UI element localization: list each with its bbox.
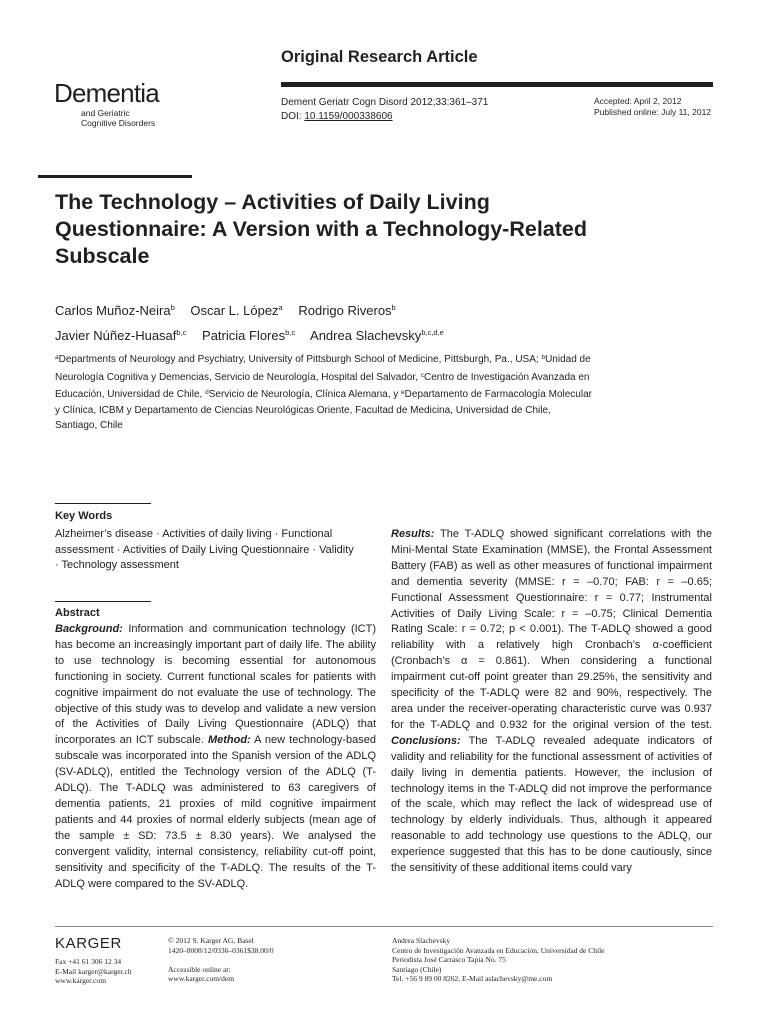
author: Carlos Muñoz-Neira$^b$ <box>55 303 175 318</box>
affiliation: Departments of Neurology and Psychiatry, University of Pittsburgh School of Medicine, Pittsburgh, Pa., USA; <box>58 354 542 365</box>
abstract-column-left <box>55 622 376 892</box>
keywords-heading: Key Words <box>55 510 113 522</box>
conclusions-text: The T-ADLQ revealed adequate indicators of validity and reliability for the functional assessment of activities of daily living in dementia patients. However, the inclusion of technology items in the T-ADLQ did not improve the performance of the scale, which may reflect the lack of widespread use of technology by elderly individuals. Thus, although it appeared reasonable to add technology use questions to the ADLQ, our experience suggested that this has to be done cautiously, since the sensitivity of these additional items could vary <box>391 734 712 875</box>
doi-label: DOI: <box>281 111 305 122</box>
abstract-heading: Abstract <box>55 607 100 619</box>
affiliation: Servicio de Neurología, Clínica Alemana, y <box>208 389 402 400</box>
citation: Dement Geriatr Cogn Disord 2012;33:361–371 <box>281 97 489 108</box>
keywords-text: Alzheimer’s disease · Activities of daily living · Functional assessment · Activities of Daily Living Questionnaire · Validity · Technology assessment <box>55 528 354 571</box>
publisher-contact: Fax +41 61 306 12 34 E-Mail karger@karger.ch www.karger.com <box>55 957 132 986</box>
keywords-rule <box>55 503 151 504</box>
author: Andrea Slachevsky$^{b,c,d,e}$ <box>310 328 444 343</box>
method-label: Method: <box>207 734 251 747</box>
online-url[interactable]: www.karger.com/dem <box>168 974 235 984</box>
doi-line <box>281 110 488 124</box>
background-text: Information and communication technology (ICT) has become an increasingly important part of daily life. The ability to use technology is becoming essential for autonomous functioning in society. Current functional scales for patients with cognitive impairment do not evaluate the use of technology. The objective of this study was to develop and validate a new version of the Activities of Daily Living Questionnaire (ADLQ) that incorporates an ICT subscale. <box>55 623 376 747</box>
abstract-column-right <box>391 527 712 877</box>
journal-subtitle-2: Cognitive Disorders <box>81 118 156 128</box>
results-text: The T-ADLQ showed significant correlations with the Mini-Mental State Examination (MMSE), the Frontal Assessment Battery (FAB) as well as other measures of functional impairment and dementia severity (MMSE: r = –0.70; FAB: r = –0.65; Functional Assessment Questionnaire: r = 0.77; Instrumental Activities of Daily Living Scale: r = –0.75; Clinical Dementia Rating Scale: r = 0.72; p < 0.001). The T-ADLQ showed a good reliability with a relatively high Cronbach’s α-coefficient (Cronbach’s α = 0.861). When considering a functional impairment cut-off point greater than 29.25%, the sensitivity and specificity of the T-ADLQ were 82 and 90%, respectively. The area under the receiver-operating characteristic curve was 0.937 for the T-ADLQ and 0.932 for the original version of the test. <box>391 528 712 731</box>
correspondence-block: Andrea Slachevsky Centro de Investigación Avanzada en Educación, Universidad de Chile Periodista José Carrasco Tapia No. 75 Santiago (Chile) Tel. +56 9 89 00 8262, E-Mail aslachevsky@me.com <box>392 936 605 984</box>
author: Patricia Flores$^{b,c}$ <box>202 328 296 343</box>
author-line-2 <box>55 322 456 347</box>
conclusions-label: Conclusions: <box>391 734 461 747</box>
journal-name: Dementia <box>54 78 159 108</box>
published-date: Published online: July 11, 2012 <box>594 107 712 117</box>
journal-logo <box>54 78 159 128</box>
author-list <box>55 297 456 347</box>
author: Rodrigo Riveros$^b$ <box>298 303 396 318</box>
author: Oscar L. López$^a$ <box>190 303 283 318</box>
journal-subtitle-1: and Geriatric <box>81 108 130 118</box>
article-title: The Technology – Activities of Daily Living Questionnaire: A Version with a Technology-Related Subscale <box>55 190 588 268</box>
accepted-date: Accepted: April 2, 2012 <box>594 96 682 106</box>
copyright-block: © 2012 S. Karger AG, Basel 1420–8008/12/0336–0361$38.00/0 Accessible online at: www.karger.com/dem <box>168 936 274 984</box>
citation-block <box>281 96 488 124</box>
footer-rule <box>55 926 713 927</box>
abstract-rule <box>55 601 151 602</box>
dates-block <box>594 96 711 118</box>
header-rule <box>281 82 713 87</box>
author: Javier Núñez-Huasaf$^{b,c}$ <box>55 328 187 343</box>
affiliation: Centro de Investigación Avanzada en Educación, Universidad de Chile, <box>55 371 590 400</box>
affiliation: Departamento de Farmacología Molecular y Clínica, ICBM y Departamento de Ciencias Neurológicas Oriente, Facultad de Medicina, Universidad de Chile, Santiago, Chile <box>55 389 592 431</box>
author-line-1 <box>55 297 456 322</box>
download-stamp <box>742 900 758 1010</box>
results-label: Results: <box>391 528 435 540</box>
doi-link[interactable]: 10.1159/000338606 <box>304 111 393 122</box>
article-type: Original Research Article <box>281 48 478 66</box>
affiliation: Unidad de Neurología Cognitiva y Demencias, Servicio de Neurología, Hospital del Salvador, <box>55 354 591 383</box>
method-text: A new technology-based subscale was incorporated into the Spanish version of the ADLQ (SV-ADLQ), entitled the Technology version of the ADLQ (T-ADLQ). The T-ADLQ was administered to 63 caregivers of dementia patients, 21 proxies of mild cognitive impairment patients and 44 proxies of normal elderly subjects (mean age of the sample ± SD: 73.5 ± 8.30 years). We analysed the convergent validity, internal consistency, reliability cut-off point, sensitivity and specificity of the T-ADLQ. The results of the T-ADLQ were compared to the SV-ADLQ. <box>55 734 377 890</box>
background-label: Background: <box>55 623 123 635</box>
publisher-logo: KARGER <box>55 935 122 952</box>
title-rule <box>38 175 192 178</box>
affiliations: $^a$Departments of Neurology and Psychiatry, University of Pittsburgh School of Medicine, Pittsburgh, Pa., USA; $^b$Unidad de Neurología Cognitiva y Demencias, Servicio de Neurología, Hospital del Salvador, $^c$Centro de Investigación Avanzada en Educación, Universidad de Chile, $^d$Servicio de Neurología, Clínica Alemana, y $^e$Departamento de Farmacología Molecular y Clínica, ICBM y Departamento de Ciencias Neurológicas Oriente, Facultad de Medicina, Universidad de Chile, Santiago, Chile <box>55 354 592 431</box>
